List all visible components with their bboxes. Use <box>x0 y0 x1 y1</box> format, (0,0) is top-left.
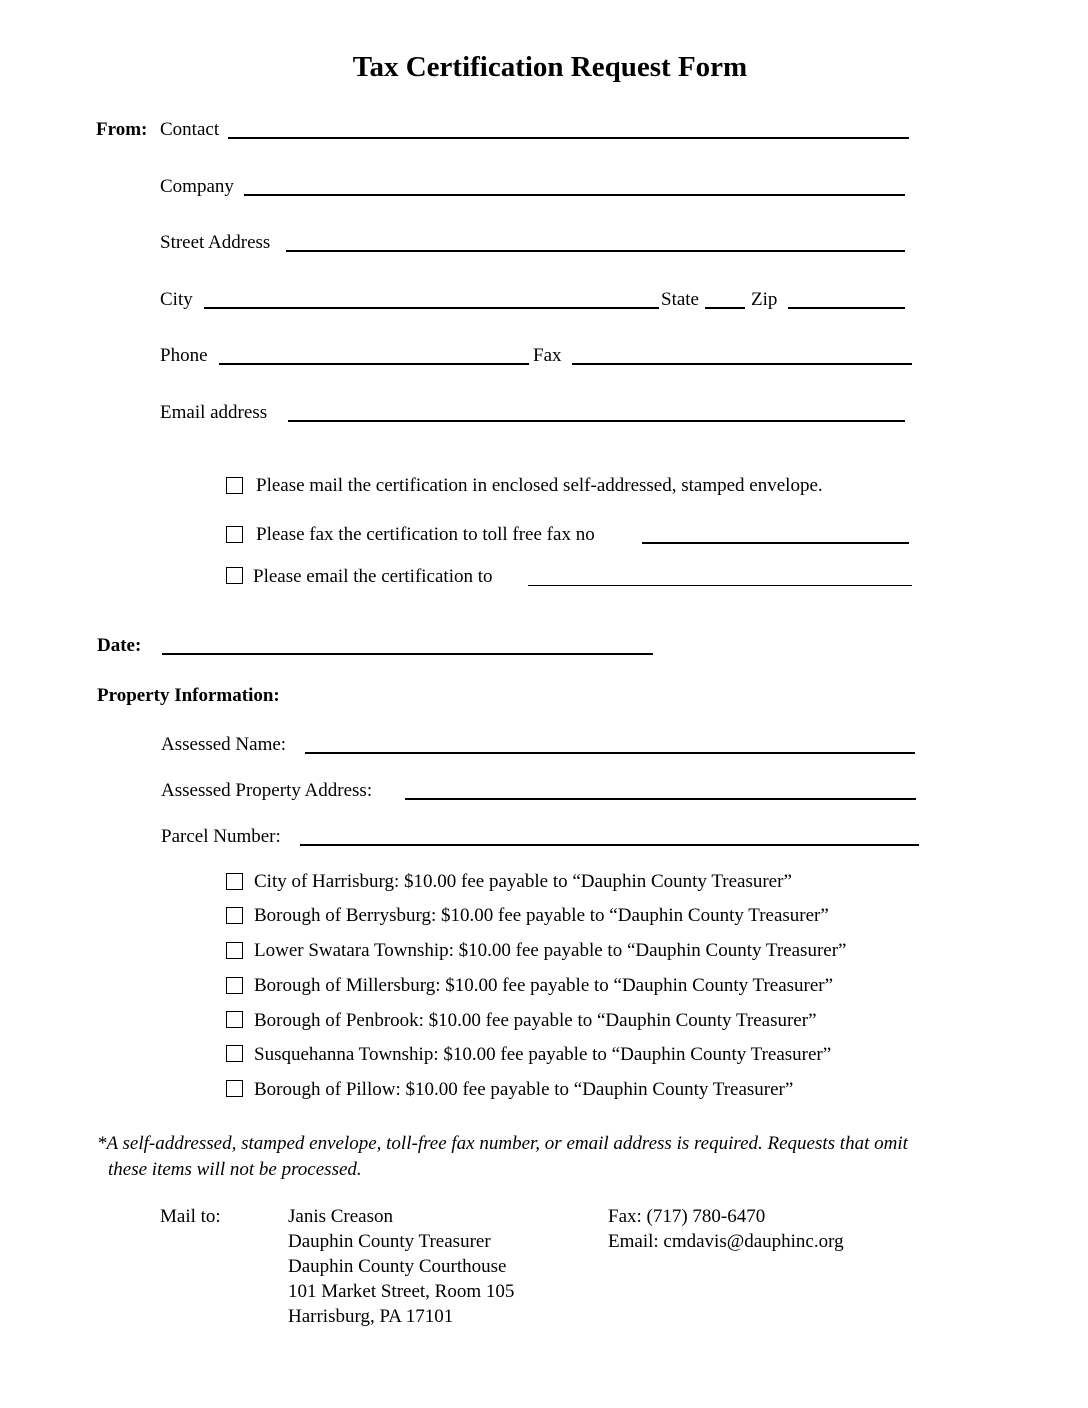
street-address-label: Street Address <box>160 232 271 253</box>
state-field[interactable] <box>705 307 745 309</box>
address-line: Janis Creason <box>288 1206 394 1227</box>
address-line: 101 Market Street, Room 105 <box>288 1281 515 1302</box>
pillow-label: Borough of Pillow: $10.00 fee payable to “Dauphin County Treasurer” <box>254 1079 794 1100</box>
city-field[interactable] <box>204 307 659 309</box>
contact-info <box>608 1204 844 1254</box>
lower-swatara-checkbox[interactable] <box>226 942 243 959</box>
fax-label: Fax <box>533 345 562 366</box>
requirement-note-line2: these items will not be processed. <box>108 1159 362 1180</box>
lower-swatara-label: Lower Swatara Township: $10.00 fee payable to “Dauphin County Treasurer” <box>254 940 847 961</box>
toll-free-fax-field[interactable] <box>642 542 909 544</box>
mailing-address <box>288 1204 514 1329</box>
berrysburg-checkbox[interactable] <box>226 907 243 924</box>
email-field[interactable] <box>288 420 905 422</box>
property-heading: Property Information: <box>97 685 280 706</box>
certification-email-field[interactable] <box>528 585 912 586</box>
city-label: City <box>160 289 193 310</box>
address-line: Dauphin County Courthouse <box>288 1256 507 1277</box>
harrisburg-label: City of Harrisburg: $10.00 fee payable to “Dauphin County Treasurer” <box>254 871 792 892</box>
parcel-number-label: Parcel Number: <box>161 826 281 847</box>
page-title: Tax Certification Request Form <box>352 51 748 83</box>
from-label: From: <box>96 119 148 140</box>
phone-field[interactable] <box>219 363 529 365</box>
pillow-checkbox[interactable] <box>226 1080 243 1097</box>
mail-checkbox[interactable] <box>226 477 243 494</box>
assessed-name-field[interactable] <box>305 752 915 754</box>
date-label: Date: <box>97 635 142 656</box>
penbrook-label: Borough of Penbrook: $10.00 fee payable to “Dauphin County Treasurer” <box>254 1010 817 1031</box>
company-label: Company <box>160 176 234 197</box>
assessed-address-field[interactable] <box>405 798 916 800</box>
address-line: Dauphin County Treasurer <box>288 1231 491 1252</box>
email-label: Email address <box>160 402 268 423</box>
phone-label: Phone <box>160 345 208 366</box>
zip-label: Zip <box>751 289 778 310</box>
treasurer-fax: Fax: (717) 780-6470 <box>608 1206 766 1227</box>
millersburg-checkbox[interactable] <box>226 977 243 994</box>
fax-option-label: Please fax the certification to toll free fax no <box>256 524 595 545</box>
parcel-number-field[interactable] <box>300 844 919 846</box>
mail-option-label: Please mail the certification in enclosed self-addressed, stamped envelope. <box>256 475 823 496</box>
berrysburg-label: Borough of Berrysburg: $10.00 fee payable to “Dauphin County Treasurer” <box>254 905 829 926</box>
mail-to-label: Mail to: <box>160 1206 221 1227</box>
date-field[interactable] <box>162 653 653 655</box>
contact-label: Contact <box>160 119 220 140</box>
assessed-address-label: Assessed Property Address: <box>161 780 373 801</box>
assessed-name-label: Assessed Name: <box>161 734 287 755</box>
contact-field[interactable] <box>228 137 909 139</box>
company-field[interactable] <box>244 194 905 196</box>
harrisburg-checkbox[interactable] <box>226 873 243 890</box>
susquehanna-checkbox[interactable] <box>226 1045 243 1062</box>
fax-field[interactable] <box>572 363 912 365</box>
penbrook-checkbox[interactable] <box>226 1011 243 1028</box>
email-checkbox[interactable] <box>226 567 243 584</box>
state-label: State <box>661 289 699 310</box>
fax-checkbox[interactable] <box>226 526 243 543</box>
street-address-field[interactable] <box>286 250 905 252</box>
zip-field[interactable] <box>788 307 905 309</box>
email-option-label: Please email the certification to <box>253 566 493 587</box>
treasurer-email: Email: cmdavis@dauphinc.org <box>608 1231 844 1252</box>
millersburg-label: Borough of Millersburg: $10.00 fee payable to “Dauphin County Treasurer” <box>254 975 834 996</box>
requirement-note-line1: *A self-addressed, stamped envelope, toll-free fax number, or email address is required. Requests that omit <box>97 1133 908 1154</box>
address-line: Harrisburg, PA 17101 <box>288 1306 454 1327</box>
susquehanna-label: Susquehanna Township: $10.00 fee payable to “Dauphin County Treasurer” <box>254 1044 832 1065</box>
